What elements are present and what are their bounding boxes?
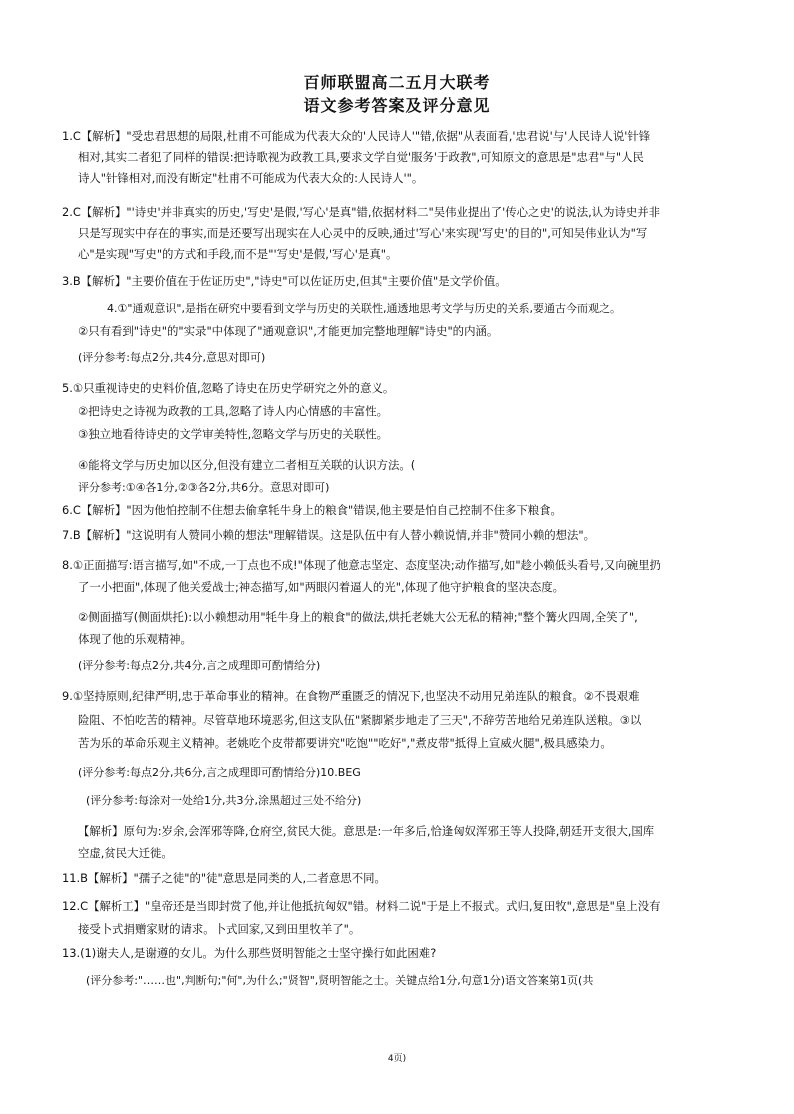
answer-line: 苦为乐的革命乐观主义精神。老姚吃个皮带都要讲究"吃饱""吃好","煮皮带"抵得上宣威火腿",极具感染力。 [78, 736, 612, 750]
answer-line: 13.(1)谢夫人,是谢遵的女儿。为什么那些贤明智能之士坚守操行如此困难? [62, 946, 437, 960]
answer-line: 空虚,贫民大迁徙。 [78, 846, 173, 860]
page-title: 百师联盟高二五月大联考 [303, 73, 491, 92]
scoring-note: (评分参考:每点2分,共4分,言之成理即可酌情给分) [78, 659, 321, 672]
scoring-note: (评分参考:每点2分,共6分,言之成理即可酌情给分)10.BEG [78, 766, 361, 779]
answer-line: 3.B【解析】"主要价值在于佐证历史","诗史"可以佐证历史,但其"主要价值"是文学价值。 [62, 274, 507, 288]
scoring-note: (评分参考:"……也",判断句;"何",为什么;"贤智",贤明智能之士。关键点给1分,句意1分)语文答案第1页(共 [86, 974, 594, 987]
answer-line: ③独立地看待诗史的文学审美特性,忽略文学与历史的关联性。 [78, 427, 388, 441]
answer-line: ②侧面描写(侧面烘托):以小赖想动用"牦牛身上的粮食"的做法,烘托老姚大公无私的精神;"整个篝火四周,全笑了", [78, 610, 638, 624]
answer-line: 4.①"通观意识",是指在研究中要看到文学与历史的关联性,通透地思考文学与历史的关系,要通古今而观之。 [107, 302, 621, 315]
answer-line: 心"是实现"写史"的方式和手段,而不是"'写史'是假,'写心'是真"。 [78, 247, 398, 261]
answer-line: 诗人"针锋相对,而没有断定"杜甫不可能成为代表大众的:人民诗人'"。 [78, 171, 424, 185]
answer-line: ④能将文学与历史加以区分,但没有建立二者相互关联的认识方法。( [78, 458, 416, 472]
answer-line: 6.C【解析】"因为他怕控制不住想去偷拿牦牛身上的粮食"错误,他主要是怕自己控制不住多下粮食。 [62, 503, 562, 517]
answer-line: 11.B【解析】"孺子之徒"的"徒"意思是同类的人,二者意思不同。 [62, 871, 386, 885]
answer-line: 7.B【解析】"这说明有人赞同小赖的想法"理解错误。这是队伍中有人替小赖说情,并非"赞同小赖的想法"。 [62, 528, 596, 542]
answer-line: ②只有看到"诗史"的"实录"中体现了"通观意识",才能更加完整地理解"诗史"的内涵。 [78, 324, 499, 338]
answer-line: 接受卜式捐赠家财的请求。卜式回家,又到田里牧羊了"。 [78, 922, 361, 936]
answer-line: 5.①只重视诗史的史料价值,忽略了诗史在历史学研究之外的意义。 [62, 381, 395, 395]
page-subtitle: 语文参考答案及评分意见 [303, 96, 491, 115]
answer-line: 险阻、不怕吃苦的精神。尽管草地环境恶劣,但这支队伍"紧脚紧步地走了三天",不辞劳苦地给兄弟连队送粮。③以 [78, 713, 642, 727]
answer-line: 只是写现实中存在的事实,而是还要写出现实在人心灵中的反映,通过'写心'来实现'写史'的目的",可知吴伟业认为"写 [78, 226, 648, 240]
scoring-note: 评分参考:①④各1分,②③各2分,共6分。意思对即可) [78, 481, 330, 494]
answer-line: 【解析】原句为:岁余,会浑邪等降,仓府空,贫民大徙。意思是:一年多后,恰逢匈奴浑邪王等人投降,朝廷开支很大,国库 [78, 824, 655, 838]
answer-line: 相对,其实二者犯了同样的错误:把诗歌视为政教工具,要求文学自觉'服务'于政教",可知原文的意思是"忠君"与"人民 [78, 150, 644, 164]
answer-line: 1.C【解析】"受忠君思想的局限,杜甫不可能成为代表大众的'人民诗人'"错,依据"从表面看,'忠君说'与'人民诗人说'针锋 [62, 129, 651, 143]
page-footer: 4页) [387, 1054, 407, 1064]
scoring-note: (评分参考:每点2分,共4分,意思对即可) [78, 351, 266, 364]
scoring-note: (评分参考:每涂对一处给1分,共3分,涂黑超过三处不给分) [86, 794, 362, 807]
answer-line: 体现了他的乐观精神。 [78, 632, 192, 646]
answer-line: 2.C【解析】"'诗史'并非真实的历史,'写史'是假,'写心'是真"错,依据材料二"吴伟业提出了'传心之史'的说法,认为诗史并非 [62, 205, 661, 219]
answer-line: ②把诗史之诗视为政教的工具,忽略了诗人内心情感的丰富性。 [78, 404, 388, 418]
answer-line: 了一小把面",体现了他关爱战士;神态描写,如"两眼闪着逼人的光",体现了他守护粮食的坚决态度。 [78, 580, 565, 594]
answer-line: 8.①正面描写:语言描写,如"不成,一丁点也不成!"体现了他意志坚定、态度坚决;动作描写,如"趁小赖低头看号,又向碗里扔 [62, 558, 661, 572]
answer-line: 9.①坚持原则,纪律严明,忠于革命事业的精神。在食物严重匮乏的情况下,也坚决不动用兄弟连队的粮食。②不畏艰难 [62, 689, 640, 703]
answer-line: 12.C【解析工】"皇帝还是当即封赏了他,并让他抵抗匈奴"错。材料二说"于是上不报式。式归,复田牧",意思是"皇上没有 [62, 899, 661, 913]
